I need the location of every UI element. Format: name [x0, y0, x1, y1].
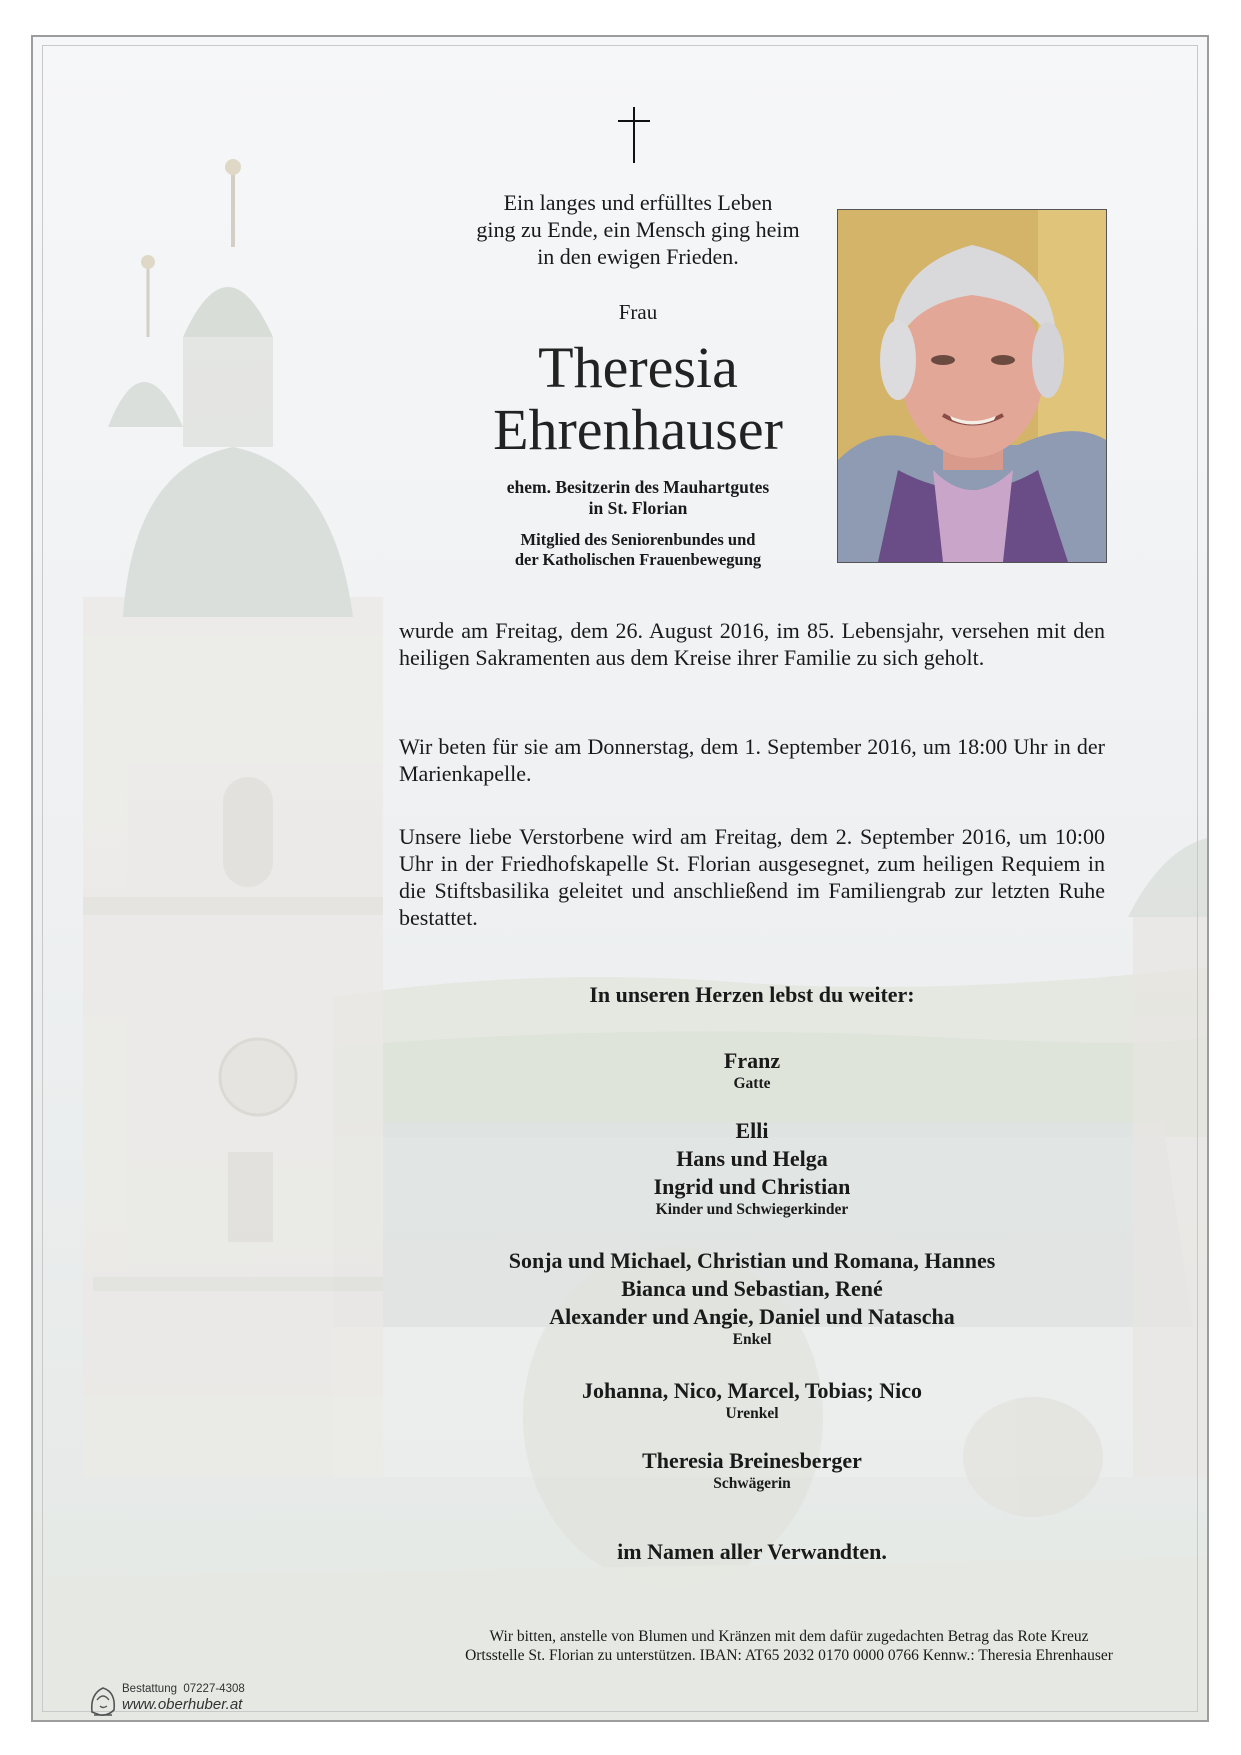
death-notice-paragraph: wurde am Freitag, dem 26. August 2016, im 85. Lebensjahr, versehen mit den heiligen Sakramenten aus dem Kreise ihrer Familie zu sich geholt.	[399, 618, 1105, 670]
funeral-home-logo	[88, 1682, 288, 1722]
mourner-name: Theresia Breinesberger	[642, 1448, 862, 1473]
role-line: in St. Florian	[588, 498, 688, 518]
intro-line: ging zu Ende, ein Mensch ging heim	[476, 217, 800, 242]
relation-label: Gatte	[733, 1075, 771, 1092]
mourner-group-children	[399, 1117, 1105, 1219]
obituary-page	[31, 35, 1209, 1722]
hearts-line: In unseren Herzen lebst du weiter:	[589, 982, 915, 1007]
funeral-home-label-line	[122, 1682, 245, 1696]
mourner-name: Johanna, Nico, Marcel, Tobias; Nico	[581, 1378, 922, 1403]
mourner-group-spouse	[399, 1047, 1105, 1093]
intro-verse	[428, 189, 848, 270]
mourner-group-grandchildren	[399, 1247, 1105, 1349]
mourner-name: Alexander und Angie, Daniel und Natascha	[549, 1304, 955, 1329]
funeral-home-logo-icon	[88, 1682, 118, 1718]
funeral-paragraph: Unsere liebe Verstorbene wird am Freitag, dem 2. September 2016, um 10:00 Uhr in der Friedhofskapelle St. Florian ausgesegnet, zum heiligen Requiem in die Stiftsbasilika geleitet und anschließend im Familiengrab zur letzten Ruhe bestattet.	[399, 824, 1105, 930]
mourner-group-sister-in-law	[399, 1447, 1105, 1493]
relation-label: Schwägerin	[713, 1475, 791, 1492]
funeral-home-text	[122, 1682, 245, 1714]
relation-label: Urenkel	[725, 1405, 779, 1422]
donation-line: Ortsstelle St. Florian zu unterstützen. IBAN: AT65 2032 0170 0000 0766 Kennw.: Theresia Ehrenhauser	[465, 1647, 1113, 1664]
salutation: Frau	[618, 300, 658, 324]
portrait-photo	[837, 209, 1107, 563]
role-block-2	[413, 530, 863, 570]
role-line: der Katholischen Frauenbewegung	[514, 550, 762, 569]
cross-icon	[616, 105, 652, 165]
portrait-illustration	[838, 210, 1106, 562]
mourner-name: Bianca und Sebastian, René	[621, 1276, 883, 1301]
role-line: ehem. Besitzerin des Mauhartgutes	[506, 477, 770, 497]
role-block-1	[413, 477, 863, 519]
mourner-name: Ingrid und Christian	[653, 1174, 851, 1199]
mourner-name: Elli	[735, 1118, 769, 1143]
role-line: Mitglied des Seniorenbundes und	[520, 530, 756, 549]
closing-line: im Namen aller Verwandten.	[617, 1539, 887, 1564]
relation-label: Kinder und Schwiegerkinder	[655, 1201, 849, 1218]
mourner-name: Franz	[723, 1048, 781, 1073]
mourner-name: Hans und Helga	[676, 1146, 828, 1171]
mourner-group-great-grandchildren	[399, 1377, 1105, 1423]
funeral-home-label: Bestattung	[122, 1683, 177, 1695]
prayer-paragraph: Wir beten für sie am Donnerstag, dem 1. September 2016, um 18:00 Uhr in der Marienkapelle.	[399, 734, 1105, 786]
mourner-name: Sonja und Michael, Christian und Romana, Hannes	[508, 1248, 996, 1273]
first-name: Theresia	[538, 335, 738, 400]
donation-line: Wir bitten, anstelle von Blumen und Kränzen mit dem dafür zugedachten Betrag das Rote Kreuz	[489, 1628, 1089, 1645]
relation-label: Enkel	[732, 1331, 772, 1348]
intro-line: Ein langes und erfülltes Leben	[503, 190, 773, 215]
funeral-home-web: www.oberhuber.at	[122, 1696, 243, 1713]
donation-note	[399, 1627, 1179, 1665]
intro-line: in den ewigen Frieden.	[537, 244, 739, 269]
funeral-home-phone: 07227-4308	[183, 1683, 245, 1695]
deceased-name	[413, 337, 863, 461]
last-name: Ehrenhauser	[493, 397, 783, 462]
